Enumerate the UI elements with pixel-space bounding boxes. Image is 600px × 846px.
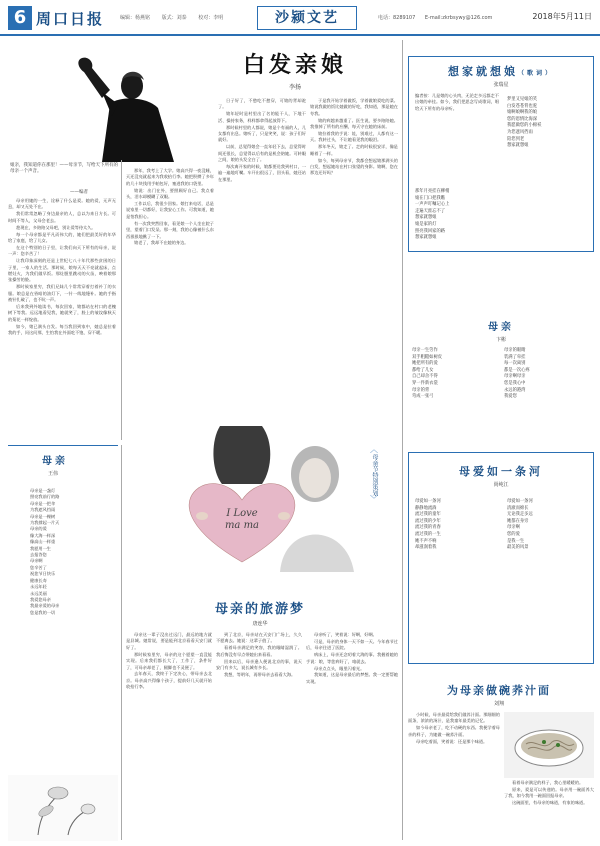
paragraph: 那年冬天，娘走了。走的时候很安详，像是睡着了一样。 [310, 144, 398, 156]
paragraph: 看着母亲满足的样子，我心里暖暖的。 [512, 780, 584, 785]
paragraph: 每一个母亲都是平凡而伟大的，她们把最美好的年华给了家庭，给了儿女。 [8, 231, 116, 243]
poem-line: 清澈而绵长 [507, 505, 529, 511]
poem-line: 装满了牵挂 [504, 354, 526, 360]
poem-line: 却滋润着我 [415, 545, 437, 551]
paragraph: 在这个特别的日子里，让我们向天下所有的母亲，说一声：您辛苦了！ [8, 244, 116, 257]
section-title: 沙颍文艺 [257, 6, 357, 30]
page-number: 6 [8, 6, 32, 30]
homesick-poem-title [409, 63, 593, 79]
poem-line: 娘是家的灯 [415, 221, 437, 227]
poem-line: 静静地流淌 [415, 505, 437, 511]
poem-line: 娘啊娘啊我的娘 [507, 110, 538, 116]
paragraph: 母亲用她的一生，诠释了什么是爱。她的爱，无声无息，却又无处不在。 [8, 198, 116, 210]
paragraph: 以前，总觉得娘会一直年轻下去，总觉得时间还很长，总觉得以后有的是机会陪她。可转眼之间，娘的头发全白了。 [218, 144, 306, 163]
paragraph: 后来我到外地读书，每次回家，娘都站在村口的老槐树下等我。远远地看见我，她就笑了，脸上的皱纹像秋天的菊花一样绽放。 [8, 304, 116, 322]
poem-line: 您辛苦了 [30, 564, 47, 570]
poem-line: 母亲啊 [507, 525, 520, 531]
poem-line: 我愿用一生 [30, 545, 51, 551]
poem-line: 去报答您 [30, 552, 47, 558]
poem-line: 母亲啊 [30, 558, 43, 564]
poem-line: 您的恩情比海深 [507, 116, 538, 122]
special-feature-label-text: 母亲节特别策划 [371, 454, 378, 496]
poem-line: 她都在身旁 [507, 518, 529, 524]
heart-text-line: I Love [226, 508, 258, 519]
poem-line: 是我一生 [507, 538, 525, 544]
poem-line: 照亮我前行的路 [30, 494, 60, 500]
paragraph: 那时候村里的人都说，娘是个有福的人，儿女都有出息。娘听了，只是笑笑，说：孩子们好就好。 [218, 124, 306, 143]
paragraph: 有一次我突然回家，看见娘一个人坐在院子里，望着门口发呆。那一刻，我的心像被什么东西狠狠地揪了一下。 [126, 220, 214, 239]
poem-line: 永远的港湾 [504, 387, 526, 393]
poem-line: 为我撑起一片天 [30, 520, 60, 526]
paragraph: 我知道，这是母亲最后的梦想。我一定要帮她实现。 [306, 672, 398, 684]
mother-poem-right-lines-right [504, 348, 590, 401]
paragraph: 娘年轻时是村里出了名的能干人，下地干活、操持家务，样样都拿得起放得下。 [218, 111, 306, 123]
paper-name: 周口日报 [36, 10, 105, 28]
noodle-column-2 [504, 780, 594, 840]
contact-info [378, 14, 500, 21]
mother-poem-right-title: 母亲 [488, 322, 514, 333]
poem-line: 陪您到老 [507, 136, 525, 142]
noodle-article-title: 为母亲做碗荞汁面 [447, 684, 551, 697]
poem-line: 健康长寿 [30, 577, 47, 583]
paragraph: 趁现在，多陪陪父母吧，别让爱等待太久。 [16, 224, 96, 230]
poem-line: 您是我心中 [504, 380, 526, 386]
heart-text-line: ma ma [224, 520, 260, 531]
poem-line: 白发苍苍背也驼 [507, 103, 538, 109]
poem-line: 母亲的爱 [30, 526, 47, 532]
poem-line: 一声声叮嘱记心上 [415, 202, 450, 208]
poem-line: 都是一次心疼 [504, 367, 530, 373]
mother-poem-left-header [8, 445, 118, 485]
poem-line: 流过我的青春 [415, 525, 441, 531]
paragraph: 可是，母亲的身体一天不如一天。今年春节过后，母亲住进了医院。 [306, 638, 398, 651]
mother-poem-right-lines-left [412, 348, 498, 401]
noodle-article-author: 刘翔 [493, 701, 504, 707]
editor-credits [120, 14, 233, 21]
special-feature-label [366, 446, 382, 504]
poem-line: 母爱如一条河 [507, 499, 533, 504]
poem-line: 想家就想娘 [415, 235, 437, 241]
homesick-poem-lines-right [507, 97, 591, 150]
paragraph: 让我印象深刻的还是上世纪七八十年代那些贫困的日子里，一家人的生活。那时候，娘每天天不亮就起床，点燃灶火，为我们做早饭。那灶膛里跳动的火苗，映着娘那张操劳的脸。 [8, 258, 116, 283]
editor-credit: 编辑：杨燕铭 [120, 15, 151, 21]
poem-line: 祝您节日快乐 [30, 571, 56, 577]
poem-line: 永远年轻 [30, 584, 47, 590]
paragraph: 如今，娘已满头白发。每当我回到家中，她总是拉着我的手，问这问那，生怕我在外面吃不饱、穿不暖。 [8, 323, 116, 336]
poem-line: 您的爱 [507, 531, 520, 537]
poem-line: 都给了儿女 [412, 367, 434, 373]
feature-author: 李扬 [288, 84, 301, 91]
homesick-poem-genre: （歌词） [517, 70, 554, 77]
feature-column-3 [218, 98, 306, 418]
poem-line: 那年月亮挂在柳梢 [415, 189, 450, 194]
poem-line: 自己却舍不得 [412, 374, 438, 380]
poem-line: 双手粗糙如树皮 [412, 354, 443, 360]
paragraph: 如今母亲老了，吃不动硬的东西。我便学着母亲的样子，为她做一碗荞汁面。 [408, 725, 500, 737]
poem-line: 我愿做您的小棉袄 [507, 123, 542, 129]
homesick-poem-intro: 编者按：儿是娘的心头肉，无论走多远都走不出娘的牵挂。如今，我们把思念写成歌词，唱给天下所有的母亲听。 [415, 93, 499, 111]
noodle-bowl-photo [504, 712, 594, 778]
paragraph: 病床上，母亲还念叨着大海的事。我握着她的手说：娘，等您病好了，咱就去。 [306, 652, 398, 664]
poem-line: 永远美丽 [30, 590, 47, 596]
mother-daughter-photo [150, 422, 360, 572]
label-bracket-top: ︿ [370, 445, 378, 454]
issue-date: 2018年5月11日 [532, 12, 592, 21]
homesick-poem-lines-left [415, 189, 499, 242]
homesick-poem-author: 张瑞星 [493, 82, 509, 88]
river-poem-box [408, 452, 594, 664]
paragraph: 于是我开始学着做饭，学着做娘爱吃的菜。娘说我做的饭比她做的好吃，我知道，那是她在夸我。 [310, 98, 398, 116]
column-divider [402, 40, 403, 840]
poem-line: 走遍天涯忘不了 [415, 208, 446, 214]
paragraph: 我想，等明年，再带母亲去看看大海。 [224, 671, 296, 677]
paragraph: 娘的病越来越重了。医生说，要多陪陪她。我推掉了所有的应酬，每天守在她的床前。 [310, 117, 398, 130]
river-poem-title: 母爱如一条河 [459, 465, 543, 478]
poem-line: 每一次离别 [504, 361, 526, 367]
poem-line: 她不声不响 [415, 538, 437, 544]
paragraph: 小时候，母亲最爱给我们做荞汁面。那细细的面条，浓浓的汤汁，是我童年最美的记忆。 [408, 712, 500, 724]
poem-line: 母亲啊母亲 [504, 374, 526, 380]
poem-line: 最美的风景 [507, 545, 529, 551]
paragraph: 娘拉着我的手说：娃，别难过，人都有这一天。我转过头，不让她看见我的眼泪。 [310, 131, 398, 143]
page-header [0, 0, 600, 36]
poem-line: 母亲是一盏灯 [30, 488, 56, 493]
paragraph: 那时候家里穷，母亲的这个愿望一直没能实现。后来我们都长大了，工作了，条件好了，可母亲却老了，腿脚也不灵便了。 [126, 651, 212, 670]
column-divider [121, 160, 122, 440]
poem-line: 像大海一样深 [30, 532, 56, 538]
column-divider [121, 445, 122, 840]
mother-poem-left-title: 母亲 [42, 456, 68, 467]
poem-line: 我爱您母亲 [30, 596, 51, 602]
poem-line: 母亲是一把伞 [30, 500, 56, 506]
travel-column-3 [306, 632, 398, 842]
feature-column-4 [310, 98, 398, 418]
paragraph: 娘老了，我却不在她的身边。 [134, 240, 189, 246]
poem-line: 想家就想娘 [415, 215, 437, 221]
paragraph: 日子好了，不愁吃不愁穿，可娘的背却驼了。 [218, 98, 306, 110]
poem-line: 像高山一样重 [30, 539, 56, 545]
editor-credit: 版式：刘泰 [161, 15, 187, 21]
paragraph: 每次离开家的时候，娘都要送我到村口，一遍一遍地叮嘱。车开出很远了，回头看，她还站在那里。 [218, 164, 306, 182]
poem-line: 照亮我回家的路 [415, 228, 446, 234]
travel-column-2 [216, 632, 302, 842]
paragraph: 回来以后，母亲逢人便说北京的事，说天安门有多大，说长城有多长。 [216, 658, 302, 671]
poem-line: 流过我的童年 [415, 512, 441, 518]
side-left-column [8, 198, 116, 438]
paragraph: 母亲点点头，眼里闪着光。 [314, 665, 365, 671]
feature-caption: 娘亲，我知道你在那里！——母亲节，写给天下所有的母亲一个声音。 [10, 163, 118, 175]
contact-phone: 电话：8289107 [378, 15, 416, 21]
paragraph: 我们常常忽略了身边最亲的人，总以为来日方长。可时间不等人，父母会老去。 [8, 211, 116, 223]
poem-line: 为您遮风挡雨 [507, 129, 533, 135]
poem-line: 母亲是一棵树 [30, 513, 56, 519]
label-bracket-bottom: ﹀ [370, 495, 378, 504]
mother-poem-right-author: 卞彬 [495, 337, 506, 343]
poem-line: 无论我走多远 [507, 512, 533, 518]
paragraph: 这碗面里，有母亲的味道，有家的味道。 [512, 800, 588, 806]
paragraph: 母亲这一辈子没出过远门，最远的地方就是县城。她常说，要是能到北京看看天安门就好了。 [126, 632, 212, 650]
poem-line: 母亲一生劳作 [412, 348, 438, 353]
mother-poem-left-lines [30, 488, 120, 616]
poem-line: 流过我的一生 [415, 531, 441, 537]
noodle-column-1 [408, 712, 500, 840]
flower-decoration [8, 775, 118, 841]
mother-poem-left-author: 王伟 [48, 471, 59, 477]
silhouette-photo [62, 52, 192, 162]
poem-line: 她把所有的爱 [412, 361, 438, 367]
paragraph: 如今，每到母亲节，我都会想起娘那满头的白发，想起她站在村口张望的身影。娘啊，您在那边还好吗？ [310, 157, 398, 176]
poem-line: 想家就想娘 [507, 143, 529, 149]
paragraph: 看着母亲满足的笑容，我的眼睛湿润了。我后悔没有早点带她出来看看。 [216, 645, 302, 657]
editor-credit: 校对：李明 [198, 15, 224, 21]
river-poem-lines-right [507, 499, 591, 552]
paragraph: 那时候家里穷，我们兄妹几个常常穿着打着补丁的衣服。娘总是在昏暗的油灯下，一针一线地缝补。她的手指被针扎破了，也不吭一声。 [8, 284, 116, 303]
feature-title: 白发亲娘 [242, 52, 347, 78]
homesick-poem-box [408, 56, 594, 252]
homesick-poem-title-text: 想家就想娘 [447, 65, 518, 78]
poem-line: 母爱如一条河 [415, 499, 441, 504]
paragraph: 去年春天，我终于下定决心，带母亲去北京。母亲高兴得像个孩子，提前好几天就开始收拾行李。 [126, 671, 212, 690]
travel-column-1 [126, 632, 212, 842]
poem-line: 流过我的少年 [415, 518, 441, 524]
feature-column-2 [126, 168, 214, 418]
river-poem-author: 尚纯江 [493, 482, 509, 488]
poem-line: 弯成一张弓 [412, 394, 434, 400]
poem-line: 穿一件新衣裳 [412, 380, 438, 386]
poem-line: 娘在门口把我瞧 [415, 195, 446, 201]
poem-line: 梦里又见娘的笑 [507, 97, 538, 102]
paragraph: 母亲吃着面，笑着说：还是那个味道。 [416, 738, 488, 744]
contact-email: E-mail:zkrbsywy@126.com [424, 15, 493, 21]
river-poem-lines-left [415, 499, 499, 552]
poem-line: 我爱您 [504, 394, 517, 400]
poem-line: 母亲的眼睛 [504, 348, 526, 353]
poem-line: 母亲的背 [412, 387, 430, 393]
poem-line: 为我遮风挡雨 [30, 507, 56, 513]
paragraph: 原来，爱是可以传递的。母亲用一碗面养大了我，如今我用一碗面回报母亲。 [504, 786, 594, 799]
poem-line: 我最亲爱的母亲 [30, 603, 60, 609]
travel-article-author: 唐连华 [252, 621, 268, 627]
paragraph: 工作以后，我很少回家。娘打来电话，总是说家里一切都好，让我安心工作。可我知道，她是怕我担心。 [126, 201, 214, 219]
poem-line: 您是我的一切 [30, 609, 56, 615]
feature-caption-sign: ——编者 [70, 190, 88, 195]
paragraph: 母亲听了，笑着说：好啊，好啊。 [314, 632, 377, 637]
heart-text [212, 508, 272, 532]
travel-article-title: 母亲的旅游梦 [214, 602, 305, 617]
paragraph: 到了北京，母亲站在天安门广场上，久久不愿离去。她说：这辈子值了。 [216, 632, 302, 644]
paragraph: 那年，我考上了大学。娘高兴得一夜没睡，天还没亮就起来为我收拾行李。她把积攒了多年的几十块钱用手帕包好，塞进我的口袋里。 [126, 168, 214, 186]
paragraph: 娘说：出门在外，要照顾好自己。我点着头，泪水却模糊了双眼。 [126, 187, 214, 200]
